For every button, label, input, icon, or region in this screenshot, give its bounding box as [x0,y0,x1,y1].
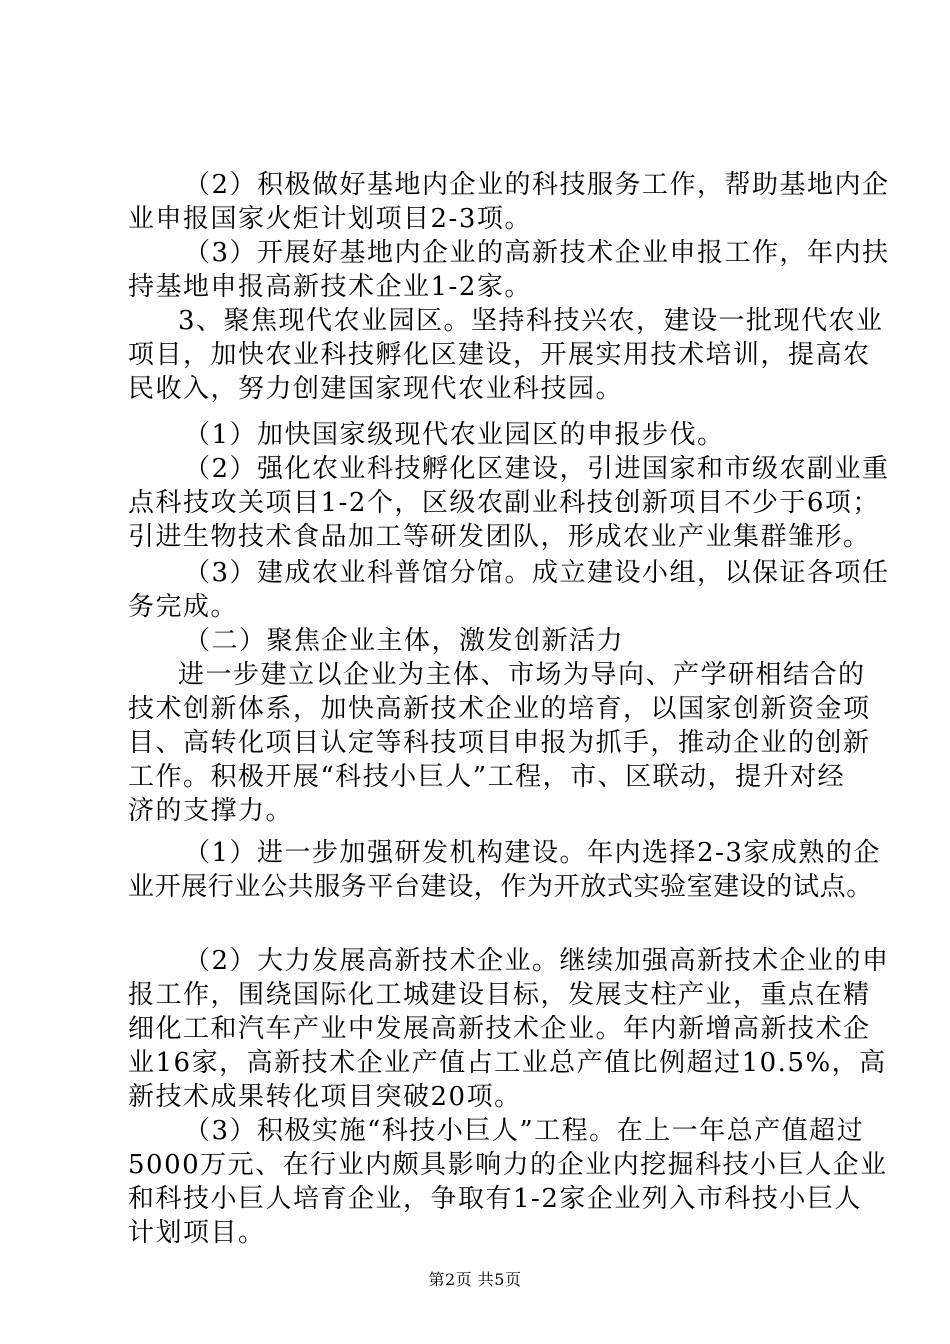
text-line: 和科技小巨人培育企业，争取有1-2家企业列入市科技小巨人 [128,1184,862,1214]
text-line: 民收入，努力创建国家现代农业科技园。 [128,374,624,404]
section-heading: （二）聚焦企业主体，激发创新活力 [184,626,625,656]
text-line: 目、高转化项目认定等科技项目申报为抓手，推动企业的创新 [128,728,871,758]
text-line: 业开展行业公共服务平台建设，作为开放式实验室建设的试点。 [128,872,873,902]
text-line: （2）强化农业科技孵化区建设，引进国家和市级农副业重 [184,454,890,484]
text-line: 业申报国家火炬计划项目2-3项。 [128,204,532,234]
text-line: 报工作，围绕国际化工城建设目标，发展支柱产业，重点在精 [128,980,871,1010]
text-line: 新技术成果转化项目突破20项。 [128,1082,522,1112]
text-line: 进一步建立以企业为主体、市场为导向、产学研相结合的 [178,660,866,690]
text-line: 计划项目。 [128,1218,266,1248]
text-line: （3）积极实施“科技小巨人”工程。在上一年总产值超过 [184,1116,865,1146]
text-line: （3）建成农业科普馆分馆。成立建设小组，以保证各项任 [184,558,890,588]
text-line: 济的支撑力。 [128,796,294,826]
text-line: 5000万元、在行业内颇具影响力的企业内挖掘科技小巨人企业 [128,1150,888,1180]
text-line: 持基地申报高新技术企业1-2家。 [128,272,532,302]
page-number-footer: 第2页 共5页 [428,1270,522,1289]
text-line: （1）进一步加强研发机构建设。年内选择2-3家成熟的企 [184,838,881,868]
text-line: （1）加快国家级现代农业园区的申报步伐。 [184,420,725,450]
text-line: 细化工和汽车产业中发展高新技术企业。年内新增高新技术企 [128,1014,871,1044]
text-line: （3）开展好基地内企业的高新技术企业申报工作，年内扶 [184,238,890,268]
text-line: （2）积极做好基地内企业的科技服务工作，帮助基地内企 [184,170,890,200]
text-line: 技术创新体系，加快高新技术企业的培育，以国家创新资金项 [128,694,871,724]
text-line: 点科技攻关项目1-2个，区级农副业科技创新项目不少于6项； [128,488,880,518]
text-line: 3、聚焦现代农业园区。坚持科技兴农，建设一批现代农业 [178,306,884,336]
text-line: 工作。积极开展“科技小巨人”工程，市、区联动，提升对经 [128,762,846,792]
text-line: 引进生物技术食品加工等研发团队，形成农业产业集群雏形。 [128,522,871,552]
text-line: 务完成。 [128,592,239,622]
text-line: 业16家，高新技术企业产值占工业总产值比例超过10.5%，高 [128,1048,887,1078]
text-line: （2）大力发展高新技术企业。继续加强高新技术企业的申 [184,946,890,976]
text-line: 项目，加快农业科技孵化区建设，开展实用技术培训，提高农 [128,340,871,370]
